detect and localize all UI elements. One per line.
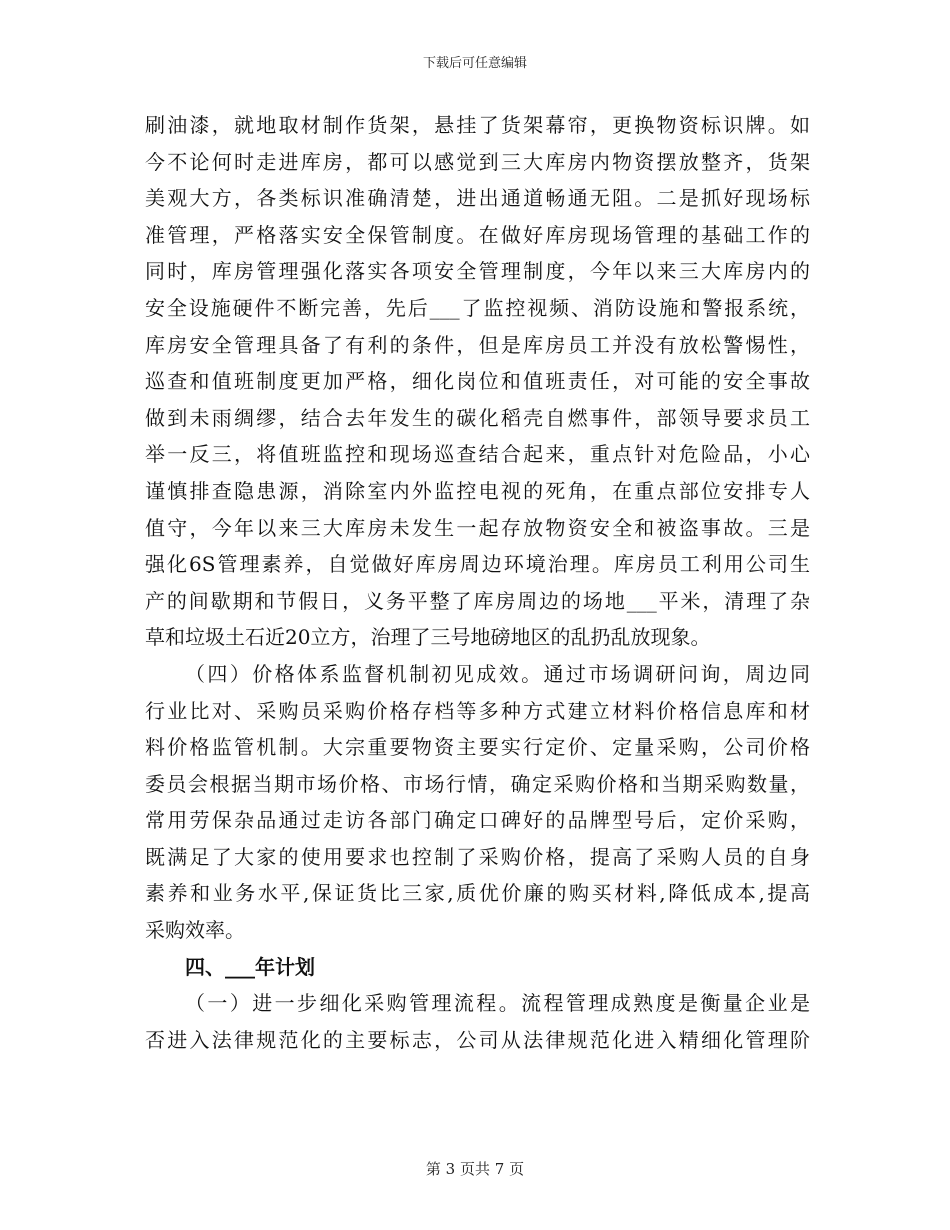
text-line: 库房安全管理具备了有利的条件，但是库房员工并没有放松警惕性， [145, 332, 810, 357]
text-line: 否进入法律规范化的主要标志，公司从法律规范化进入精细化管理阶 [145, 1027, 810, 1052]
text-line: 采购效率。 [145, 918, 245, 943]
text-line: 巡查和值班制度更加严格，细化岗位和值班责任，对可能的安全事故 [145, 369, 810, 394]
text-line: 做到未雨绸缪，结合去年发生的碳化稻壳自燃事件，部领导要求员工 [145, 405, 810, 430]
text-line: 安全设施硬件不断完善，先后___了监控视频、消防设施和警报系统， [145, 295, 810, 320]
text-line: 既满足了大家的使用要求也控制了采购价格，提高了采购人员的自身 [145, 844, 810, 869]
text-line: 同时，库房管理强化落实各项安全管理制度，今年以来三大库房内的 [145, 259, 810, 284]
section-heading: 四、___年计划 [185, 954, 315, 979]
text-line: 举一反三，将值班监控和现场巡查结合起来，重点针对危险品，小心 [145, 442, 810, 467]
page-footer: 第 3 页共 7 页 [425, 1160, 525, 1178]
text-line: 草和垃圾土石近20立方，治理了三号地磅地区的乱扔乱放现象。 [145, 625, 711, 650]
document-body [145, 107, 810, 1058]
text-line: 素养和业务水平,保证货比三家,质优价廉的购买材料,降低成本,提高 [145, 881, 810, 906]
text-line: 美观大方，各类标识准确清楚，进出通道畅通无阻。二是抓好现场标 [145, 186, 810, 211]
text-line: 料价格监管机制。大宗重要物资主要实行定价、定量采购，公司价格 [145, 735, 810, 760]
text-line: 委员会根据当期市场价格、市场行情，确定采购价格和当期采购数量， [145, 771, 810, 796]
text-line: （一）进一步细化采购管理流程。流程管理成熟度是衡量企业是 [185, 991, 810, 1016]
text-line: 谨慎排查隐患源，消除室内外监控电视的死角，在重点部位安排专人 [145, 478, 810, 503]
text-line: 刷油漆，就地取材制作货架，悬挂了货架幕帘，更换物资标识牌。如 [145, 113, 810, 137]
text-line: 常用劳保杂品通过走访各部门确定口碑好的品牌型号后，定价采购， [145, 808, 810, 833]
text-line: 强化6S管理素养，自觉做好库房周边环境治理。库房员工利用公司生 [145, 552, 810, 577]
text-line: 产的间歇期和节假日，义务平整了库房周边的场地___平米，清理了杂 [145, 588, 810, 613]
text-line: 今不论何时走进库房，都可以感觉到三大库房内物资摆放整齐，货架 [145, 149, 810, 174]
page-header: 下载后可任意编辑 [422, 56, 527, 71]
text-line: 准管理，严格落实安全保管制度。在做好库房现场管理的基础工作的 [145, 222, 810, 247]
text-line: 行业比对、采购员采购价格存档等多种方式建立材料价格信息库和材 [145, 698, 810, 723]
text-line: 值守，今年以来三大库房未发生一起存放物资安全和被盗事故。三是 [145, 515, 810, 540]
text-line: （四）价格体系监督机制初见成效。通过市场调研问询，周边同 [185, 661, 810, 686]
